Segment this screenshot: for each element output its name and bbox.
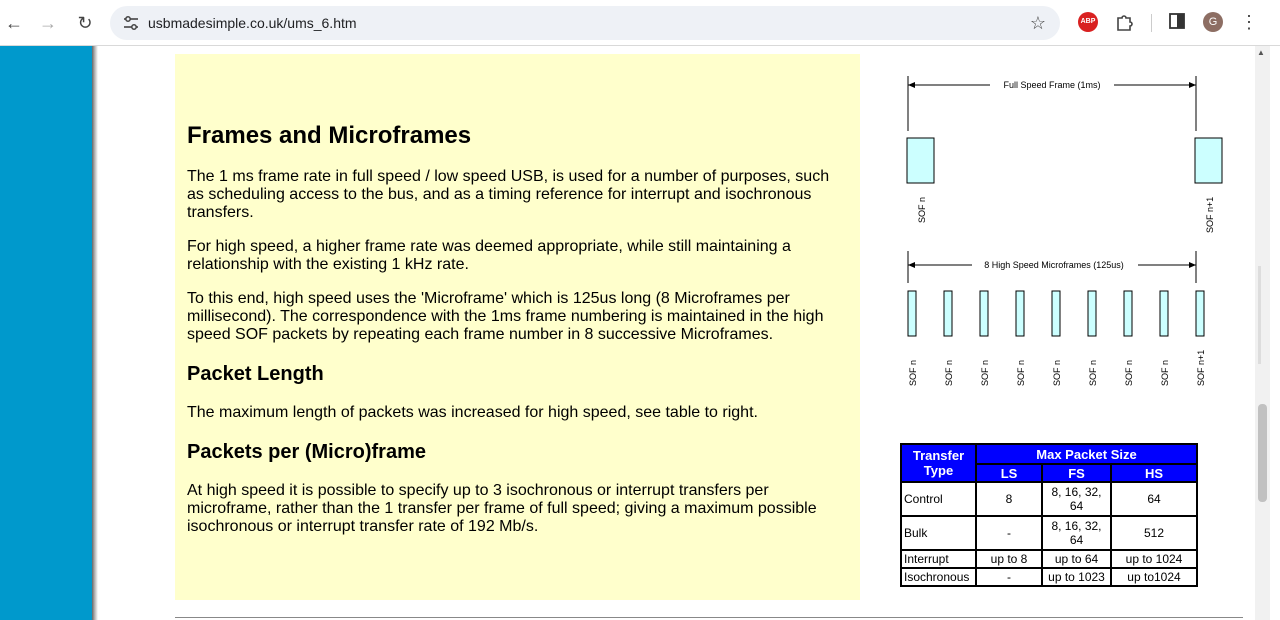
cell-fs: up to 1023 (1042, 568, 1111, 586)
sof-packet-n (907, 138, 934, 183)
microframe-packet (1016, 291, 1024, 336)
cell-fs: 8, 16, 32, 64 (1042, 516, 1111, 550)
site-settings-icon[interactable] (122, 14, 140, 32)
frame-timing-diagram (890, 71, 1240, 391)
forward-icon[interactable]: → (39, 13, 57, 33)
cell-ls: - (976, 516, 1042, 550)
cell-type: Isochronous (901, 568, 976, 586)
microframe-packet (1088, 291, 1096, 336)
sidebar-shadow (92, 46, 98, 620)
table-row (901, 516, 1197, 550)
profile-avatar[interactable]: G (1203, 12, 1223, 32)
cell-ls: up to 8 (976, 550, 1042, 568)
cell-ls: - (976, 568, 1042, 586)
reload-icon[interactable]: ↻ (77, 13, 93, 33)
scroll-thumb[interactable] (1258, 404, 1267, 502)
cell-hs: up to 1024 (1111, 550, 1197, 568)
bookmark-star-icon[interactable]: ☆ (1029, 13, 1046, 33)
toolbar-divider (1151, 14, 1152, 32)
address-bar[interactable] (110, 6, 1060, 40)
microframe-sof-label: SOF n (1160, 359, 1170, 386)
header-hs: HS (1111, 464, 1197, 482)
microframe-sof-label: SOF n (1052, 359, 1062, 386)
microframe-packet (1124, 291, 1132, 336)
page-title: Frames and Microframes (187, 122, 472, 149)
microframe-sof-label: SOF n (1088, 359, 1098, 386)
microframe-packet (944, 291, 952, 336)
table-row (901, 568, 1197, 586)
cell-type: Control (901, 482, 976, 516)
content-bottom-rule (175, 617, 1243, 618)
microframe-sof-label: SOF n (908, 359, 918, 386)
microframe-packet (1196, 291, 1204, 336)
microframe-packet (908, 291, 916, 336)
heading-packets-per-frame: Packets per (Micro)frame (187, 441, 426, 463)
header-ls: LS (976, 464, 1042, 482)
url-text[interactable]: usbmadesimple.co.uk/ums_6.htm (148, 15, 357, 31)
extensions-puzzle-icon[interactable] (1114, 12, 1134, 32)
cell-fs: up to 64 (1042, 550, 1111, 568)
browser-toolbar (0, 0, 1280, 46)
microframe-packet (1160, 291, 1168, 336)
paragraph-packets-per-frame: At high speed it is possible to specify up to 3 isochronous or interrupt transfers per microframe, rather than the 1 transfer per frame of full speed; giving a maximum possible isochronous or interrupt transfer rate of 192 Mb/s. (187, 482, 817, 535)
back-icon[interactable]: ← (5, 13, 23, 33)
sof-n1-label: SOF n+1 (1205, 196, 1215, 233)
cell-hs: up to1024 (1111, 568, 1197, 586)
paragraph-microframe: To this end, high speed uses the 'Microframe' which is 125us long (8 Microframes per millisecond). The correspondence with the 1ms frame numbering is maintained in the high speed SOF packets by repeating each frame number in 8 successive Microframes. (187, 290, 824, 343)
microframe-sof-label: SOF n (1124, 359, 1134, 386)
table-row (901, 550, 1197, 568)
microframe-packets (908, 291, 1204, 336)
web-page (0, 46, 1280, 620)
microframe-sof-label: SOF n+1 (1196, 349, 1206, 386)
more-menu-icon[interactable]: ⋮ (1240, 12, 1258, 32)
microframe-packet (1052, 291, 1060, 336)
sof-packet-n1 (1195, 138, 1222, 183)
scroll-track-marker (1258, 266, 1261, 364)
side-panel-icon[interactable] (1168, 12, 1186, 30)
microframe-packet (980, 291, 988, 336)
scroll-up-arrow-icon[interactable]: ▲ (1257, 48, 1265, 57)
sof-n-label: SOF n (917, 196, 927, 223)
paragraph-high-speed: For high speed, a higher frame rate was deemed appropriate, while still maintaining a relationship with the existing 1 kHz rate. (187, 238, 791, 273)
cell-hs: 64 (1111, 482, 1197, 516)
microframe-sof-label: SOF n (980, 359, 990, 386)
header-fs: FS (1042, 464, 1111, 482)
cell-type: Bulk (901, 516, 976, 550)
paragraph-packet-length: The maximum length of packets was increased for high speed, see table to right. (187, 404, 758, 421)
header-transfer-type: Transfer Type (901, 444, 976, 482)
article-panel (175, 54, 860, 600)
heading-packet-length: Packet Length (187, 363, 324, 385)
full-speed-frame-label: Full Speed Frame (1ms) (1003, 80, 1101, 90)
table-row (901, 482, 1197, 516)
microframe-sof-label: SOF n (1016, 359, 1026, 386)
microframe-sof-label: SOF n (944, 359, 954, 386)
max-packet-size-table (900, 443, 1198, 587)
cell-fs: 8, 16, 32, 64 (1042, 482, 1111, 516)
adblock-plus-icon[interactable]: ABP (1078, 12, 1098, 32)
header-max-packet-size: Max Packet Size (976, 444, 1197, 464)
hs-microframes-label: 8 High Speed Microframes (125us) (984, 260, 1124, 270)
paragraph-frame-rate: The 1 ms frame rate in full speed / low speed USB, is used for a number of purposes, such as scheduling access to the bus, and as a timing reference for interrupt and isochronous transfers. (187, 168, 830, 221)
cell-hs: 512 (1111, 516, 1197, 550)
left-sidebar-band (0, 46, 92, 620)
page-scrollbar[interactable] (1255, 46, 1270, 620)
cell-type: Interrupt (901, 550, 976, 568)
cell-ls: 8 (976, 482, 1042, 516)
